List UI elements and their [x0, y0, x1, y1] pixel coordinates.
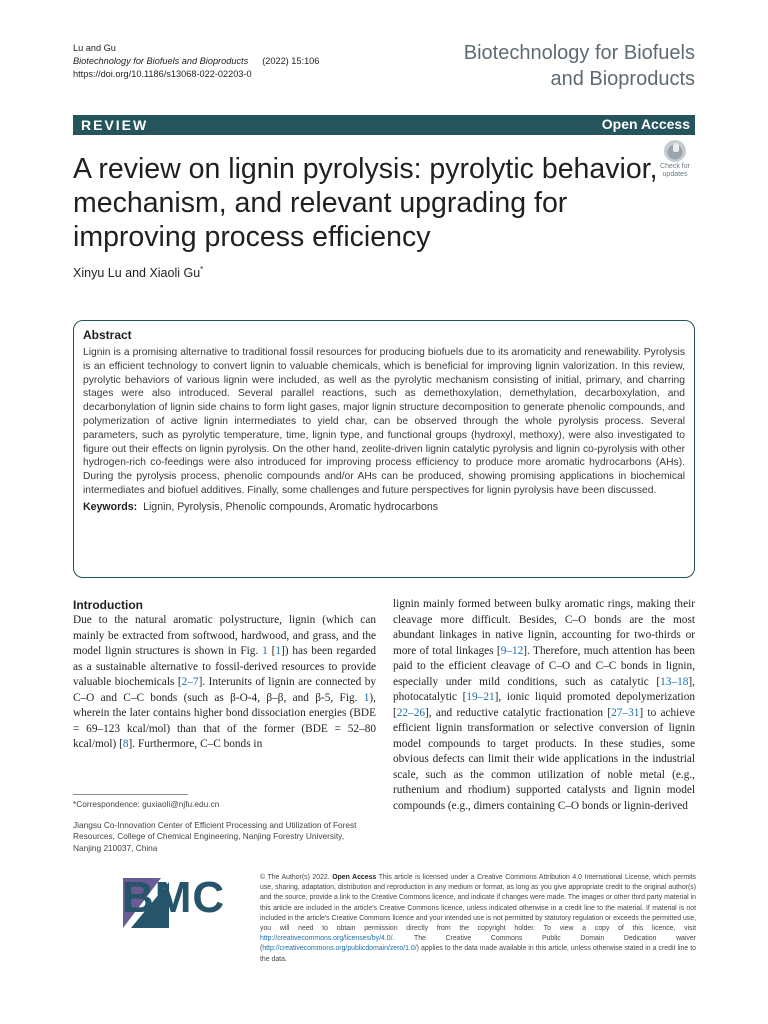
figure-reference[interactable]: 1 — [262, 645, 268, 657]
body-column-left — [73, 597, 376, 753]
journal-title-line2: and Bioproducts — [550, 68, 695, 90]
keywords-list: Lignin, Pyrolysis, Phenolic compounds, Aromatic hydrocarbons — [143, 500, 439, 513]
check-line1: Check for — [660, 163, 690, 170]
keywords — [83, 500, 685, 514]
license-link[interactable]: http://creativecommons.org/licenses/by/4.0/ — [260, 935, 393, 943]
citation-link[interactable]: 2–7 — [181, 676, 199, 688]
citation-link[interactable]: 9–12 — [500, 644, 524, 657]
abstract-box — [73, 320, 695, 578]
citation-link[interactable]: 19–21 — [466, 691, 495, 703]
keywords-label: Keywords: — [83, 500, 138, 513]
paragraph: lignin mainly formed between bulky aromatic rings, making their cleavage more difficult. Besides, C–O bonds are the most abundant linkages in native lignin, accounting for two-thirds or more of total linkages [9–12]. Therefore, much attention has been paid to the efficient cleavage of C–O and C–C bonds in lignin, especially under mild conditions, such as catalytic [13–18], photocatalytic [19–21], ionic liquid promoted depolymerization [22–26], and reductive catalytic fractionation [27–31] to achieve efficient lignin transformation or selective conversion of lignin model compounds to target products. In these studies, some obvious defects can limit their wide applications in the industrial scale, such as the common utilization of noble metal (e.g., ruthenium and rhodium) supported catalysts and lignin model compounds (e.g., dimers containing C–O bonds or lignin-derived — [393, 598, 695, 812]
footnote-divider — [73, 794, 188, 795]
check-line2: updates — [662, 171, 688, 178]
citation-link[interactable]: 27–31 — [611, 706, 640, 719]
abstract-text: Lignin is a promising alternative to traditional fossil resources for producing biofuels due to its aromaticity and renewability. Pyrolysis is an efficient technology to convert lignin to valuable chemicals, which is beneficial for improving lignin valorization. In this review, pyrolytic behaviors of various lignin were included, as well as the pyrolytic mechanism consisting of initial, primary, and charring stages were also introduced. Several parallel reactions, such as demethoxylation, demethylation, decarboxylation, and decarbonylation of lignin side chains to form light gases, major lignin structure decomposition to generate phenolic compounds, and polymerization of active lignin intermediates to yield char, can be observed through the whole pyrolysis process. Several parameters, such as pyrolytic temperature, time, lignin type, and functional groups (hydroxyl, methoxy), were also investigated to figure out their effects on lignin pyrolysis. On the other hand, zeolite-driven lignin catalytic pyrolysis and lignin co-pyrolysis with other hydrogen-rich co-feedings were also introduced for improving process efficiency to produce more aromatic hydrocarbons (AHs). During the pyrolysis process, phenolic compounds and/or AHs can be produced, showing promising applications in biochemical intermediates and biofuel additives. Finally, some challenges and future perspectives for lignin pyrolysis have been discussed. — [83, 347, 685, 496]
year-volume: (2022) 15:106 — [262, 56, 320, 66]
open-access-label: Open Access — [332, 874, 377, 881]
paragraph: Due to the natural aromatic polystructure, lignin (which can mainly be extracted from softwood, hardwood, and grass, and the model lignin structures is shown in Fig. 1 [1]) has been regarded as a sustainable alternative to fossil-derived resources to provide valuable biochemicals [2–7]. Interunits of lignin are connected by C–O and C–C bonds (such as β-O-4, β–β, and β-5, Fig. 1), wherein the later contains higher bond dissociation energies (BDE = 69–123 kcal/mol) than that of the former (BDE = 52–80 kcal/mol) [8]. Furthermore, C–C bonds in — [73, 614, 376, 750]
article-type-label: REVIEW — [81, 117, 149, 133]
journal-citation: Biotechnology for Biofuels and Bioproducts — [73, 56, 249, 66]
article-authors — [73, 262, 203, 281]
section-heading-introduction: Introduction — [73, 598, 143, 612]
affiliation-note: Jiangsu Co-Innovation Center of Efficient Processing and Utilization of Forest Resources, College of Chemical Engineering, Nanjing Forestry University, Nanjing 210037, China — [73, 820, 357, 853]
citation-link[interactable]: 1 — [275, 645, 282, 657]
public-domain-link[interactable]: http://creativecommons.org/publicdomain/zero/1.0/ — [262, 945, 417, 953]
citation-link[interactable]: 22–26 — [396, 706, 426, 719]
citation-link[interactable]: 13–18 — [660, 675, 689, 688]
article-meta — [73, 42, 319, 81]
license-statement: © The Author(s) 2022. Open Access This article is licensed under a Creative Commons Attribution 4.0 International License, which permits use, sharing, adaptation, distribution and reproduction in any medium or format, as long as you give appropriate credit to the original author(s) and the source, provide a link to the Creative Commons licence, and indicate if changes were made. The images or other third party material in this article are included in the article's Creative Commons licence, unless indicated otherwise in a credit line to the material. If material is not included in the article's Creative Commons licence and your intended use is not permitted by statutory regulation or exceeds the permitted use, you will need to obtain permission directly from the copyright holder. To view a copy of this licence, visit http://creativecommons.org/licenses/by/4.0/. The Creative Commons Public Domain Dedication waiver (http://creativecommons.org/publicdomain/zero/1.0/) applies to the data made available in this article, unless otherwise stated in a credit line to the data. — [260, 874, 696, 963]
body-column-right — [393, 597, 695, 814]
author-names: Xinyu Lu and Xiaoli Gu — [73, 266, 201, 281]
figure-reference[interactable]: 1 — [363, 691, 370, 704]
abstract-heading: Abstract — [83, 328, 132, 342]
corresponding-author-mark: * — [200, 265, 204, 274]
article-type-banner — [73, 115, 695, 135]
article-title: A review on lignin pyrolysis: pyrolytic behavior, mechanism, and relevant upgrading for improving process efficiency — [73, 153, 658, 253]
open-access-badge: Open Access — [601, 116, 690, 132]
doi-link[interactable]: https://doi.org/10.1186/s13068-022-02203-0 — [73, 69, 252, 79]
citation-link[interactable]: 8 — [122, 738, 129, 750]
journal-title-line1: Biotechnology for Biofuels — [463, 42, 695, 64]
authors-short: Lu and Gu — [73, 43, 116, 53]
bmc-logo-text: BMC — [122, 873, 226, 922]
correspondence-note: *Correspondence: guxiaoli@njfu.edu.cn — [73, 799, 220, 809]
journal-title — [395, 40, 695, 92]
